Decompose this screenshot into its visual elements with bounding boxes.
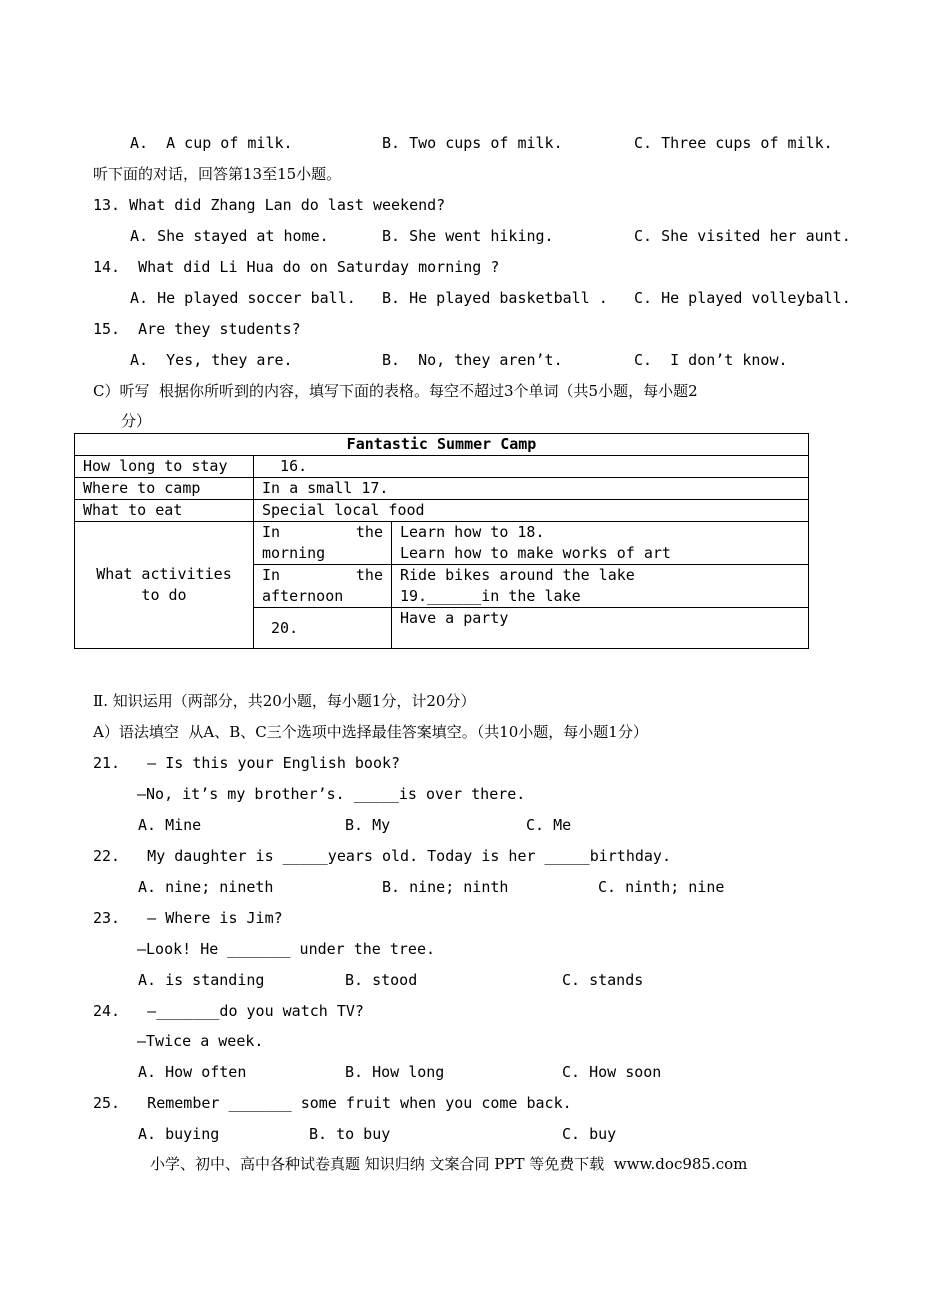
row-stay-value: 16. bbox=[254, 456, 809, 478]
q23-stem: 23. – Where is Jim? bbox=[93, 909, 283, 927]
q14-option-c: C. He played volleyball. bbox=[634, 289, 851, 307]
q21-option-c: C. Me bbox=[526, 816, 572, 834]
row-eat-value: Special local food bbox=[254, 500, 809, 522]
q22-option-a: A. nine; nineth bbox=[138, 878, 274, 896]
q13-stem: 13. What did Zhang Lan do last weekend? bbox=[93, 196, 446, 214]
section-c-instruction-cont: 分） bbox=[121, 412, 152, 430]
q15-stem: 15. Are they students? bbox=[93, 320, 301, 338]
q15-option-a: A. Yes, they are. bbox=[130, 351, 293, 369]
q12-option-b: B. Two cups of milk. bbox=[382, 134, 563, 152]
afternoon-activity-2: 19.______in the lake bbox=[400, 587, 581, 605]
footer-watermark: 小学、初中、高中各种试卷真题 知识归纳 文案合同 PPT 等免费下载 www.doc985.com bbox=[150, 1155, 748, 1173]
activities-label: What activities to do bbox=[75, 522, 254, 649]
row-eat-label: What to eat bbox=[75, 500, 254, 522]
row-camp-label: Where to camp bbox=[75, 478, 254, 500]
section-c-instruction: C）听写 根据你所听到的内容，填写下面的表格。每空不超过3个单词（共5小题，每小题2 bbox=[93, 382, 698, 400]
q21-option-a: A. Mine bbox=[138, 816, 202, 834]
section-a-instruction: A）语法填空 从A、B、C三个选项中选择最佳答案填空。（共10小题，每小题1分） bbox=[93, 723, 648, 741]
row-camp-value: In a small 17. bbox=[254, 478, 809, 500]
q22-option-c: C. ninth; nine bbox=[598, 878, 725, 896]
q21-stem: 21. – Is this your English book? bbox=[93, 754, 401, 772]
q14-stem: 14. What did Li Hua do on Saturday morning ? bbox=[93, 258, 500, 276]
q23-option-c: C. stands bbox=[562, 971, 644, 989]
q24-line2: –Twice a week. bbox=[137, 1032, 264, 1050]
q25-stem: 25. Remember _______ some fruit when you come back. bbox=[93, 1094, 572, 1112]
q12-option-a: A. A cup of milk. bbox=[130, 134, 293, 152]
q24-option-c: C. How soon bbox=[562, 1063, 662, 1081]
q22-option-b: B. nine; ninth bbox=[382, 878, 509, 896]
table-title: Fantastic Summer Camp bbox=[75, 434, 809, 456]
q15-option-c: C. I don’t know. bbox=[634, 351, 788, 369]
q13-option-c: C. She visited her aunt. bbox=[634, 227, 851, 245]
q24-option-a: A. How often bbox=[138, 1063, 247, 1081]
evening-label: 20. bbox=[254, 608, 392, 649]
q24-stem: 24. –_______do you watch TV? bbox=[93, 1002, 364, 1020]
q23-line2: –Look! He _______ under the tree. bbox=[137, 940, 436, 958]
q23-option-a: A. is standing bbox=[138, 971, 265, 989]
afternoon-activity-1: Ride bikes around the lake bbox=[400, 566, 635, 584]
morning-label: In the morning bbox=[254, 522, 392, 565]
instruction-13-15: 听下面的对话，回答第13至15小题。 bbox=[93, 165, 342, 183]
q25-option-a: A. buying bbox=[138, 1125, 220, 1143]
q15-option-b: B. No, they aren’t. bbox=[382, 351, 563, 369]
q14-option-b: B. He played basketball . bbox=[382, 289, 608, 307]
q13-option-a: A. She stayed at home. bbox=[130, 227, 329, 245]
section-ii-heading: Ⅱ. 知识运用（两部分，共20小题，每小题1分，计20分） bbox=[93, 692, 476, 710]
q21-option-b: B. My bbox=[345, 816, 391, 834]
morning-activity-1: Learn how to 18. bbox=[400, 523, 545, 541]
evening-activity: Have a party bbox=[392, 608, 809, 649]
q23-option-b: B. stood bbox=[345, 971, 418, 989]
q22-stem: 22. My daughter is _____years old. Today is her _____birthday. bbox=[93, 847, 671, 865]
row-stay-label: How long to stay bbox=[75, 456, 254, 478]
summer-camp-table bbox=[74, 433, 809, 649]
q13-option-b: B. She went hiking. bbox=[382, 227, 554, 245]
q25-option-b: B. to buy bbox=[309, 1125, 391, 1143]
afternoon-activities bbox=[392, 565, 809, 608]
morning-activities bbox=[392, 522, 809, 565]
afternoon-label: In the afternoon bbox=[254, 565, 392, 608]
morning-activity-2: Learn how to make works of art bbox=[400, 544, 671, 562]
q25-option-c: C. buy bbox=[562, 1125, 617, 1143]
q12-option-c: C. Three cups of milk. bbox=[634, 134, 833, 152]
q24-option-b: B. How long bbox=[345, 1063, 445, 1081]
q14-option-a: A. He played soccer ball. bbox=[130, 289, 356, 307]
q21-line2: –No, it’s my brother’s. _____is over there. bbox=[137, 785, 526, 803]
